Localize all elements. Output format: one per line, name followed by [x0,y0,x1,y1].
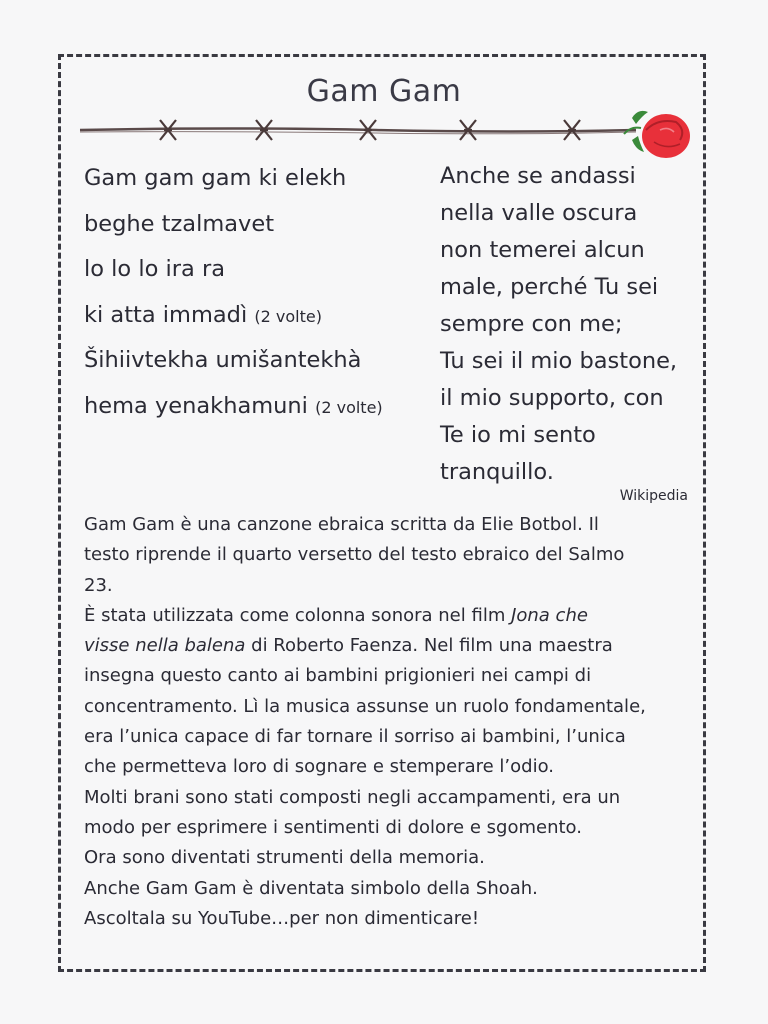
text-line: Ora sono diventati strumenti della memoria. [84,847,485,869]
source-credit: Wikipedia [619,488,688,504]
lyric-line: ki atta immadì (2 volte) [84,301,322,328]
text-line: che permetteva loro di sognare e stemperare l’odio. [84,756,554,778]
text-line: Gam Gam è una canzone ebraica scritta da Elie Botbol. Il [84,514,599,535]
lyric-line: hema yenakhamuni (2 volte) [84,392,383,419]
lyric-line: Te io mi sento [440,422,596,448]
lyric-line: sempre con me; [440,311,623,337]
lyric-line: beghe tzalmavet [84,210,275,237]
text-line: visse nella balena di Roberto Faenza. Nel film una maestra [84,635,613,657]
lyric-line: Gam gam gam ki elekh [84,165,347,191]
text-line: modo per esprimere i sentimenti di dolore e sgomento. [84,816,582,838]
lyric-line: il mio supporto, con [440,385,664,411]
text-line: Molti brani sono stati composti negli accampamenti, era un [84,786,621,808]
page-title: Gam Gam [306,74,462,109]
lyric-line: Tu sei il mio bastone, [440,348,678,374]
lyric-line: Šihiivtekha umišantekhà [84,347,362,374]
lyric-line: nella valle oscura [440,200,638,226]
lyric-line: tranquillo. [440,459,554,485]
text-line: 23. [84,574,113,596]
italian-lyrics [440,158,698,491]
lyric-line: Anche se andassi [440,163,636,189]
repeat-note: (2 volte) [315,397,383,417]
text-line: concentramento. Lì la musica assunse un ruolo fondamentale, [84,695,646,717]
text-line: testo riprende il quarto versetto del testo ebraico del Salmo [84,544,625,566]
film-title: visse nella balena [84,635,246,657]
repeat-note: (2 volte) [254,306,322,326]
lyric-line: non temerei alcun [440,237,645,263]
description-text [84,510,694,934]
rose-icon [624,111,690,158]
hebrew-lyrics [84,160,414,434]
text-line: era l’unica capace di far tornare il sorriso ai bambini, l’unica [84,726,626,748]
lyric-line: lo lo lo ira ra [84,256,225,283]
text-line: Anche Gam Gam è diventata simbolo della Shoah. [84,877,538,899]
lyric-line: male, perché Tu sei [440,274,659,300]
text-line: insegna questo canto ai bambini prigionieri nei campi di [84,665,592,687]
text-line: Ascoltala su YouTube…per non dimenticare! [84,907,480,929]
text-line: È stata utilizzata come colonna sonora nel film Jona che [84,604,588,626]
film-title: Jona che [511,604,588,626]
